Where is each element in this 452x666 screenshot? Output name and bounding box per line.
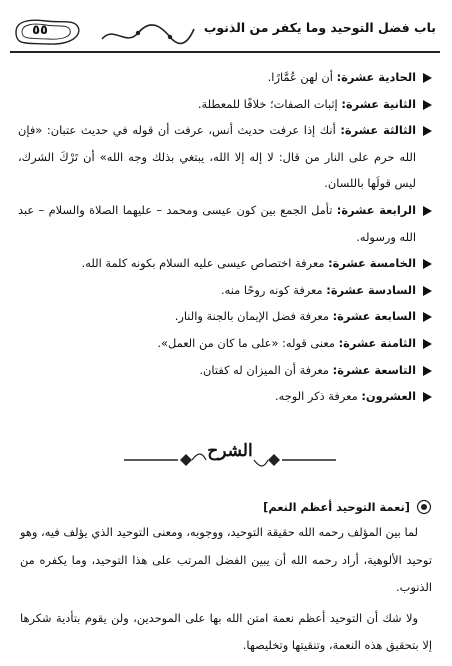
commentary-heading: الشرح xyxy=(207,441,253,461)
commentary-section xyxy=(20,495,432,660)
point-text: معرفة فضل الإيمان بالجنة والنار. xyxy=(174,309,329,324)
page-number: ٥٥ xyxy=(32,23,48,38)
point-label: الحادية عشرة: xyxy=(336,70,416,84)
bullet-icon xyxy=(423,100,432,110)
list-item xyxy=(18,64,432,91)
list-item xyxy=(18,383,432,410)
point-label: الثالثة عشرة: xyxy=(340,123,417,138)
flower-icon xyxy=(416,499,432,515)
paragraph: لما بين المؤلف رحمه الله حقيقة التوحيد، ووجوبه، ومعنى التوحيد الذي يؤلف فيه، وهو توحيد الألوهية، أراد رحمه الله أن يبين الفضل المرتب على هذا التوحيد، وما يكفره من الذنوب. xyxy=(20,525,432,594)
point-text: تأمل الجمع بين كون عيسى ومحمد – عليهما الصلاة والسلام – عبد الله ورسوله. xyxy=(18,202,416,244)
bullet-icon xyxy=(423,312,432,322)
bullet-icon xyxy=(423,286,432,296)
point-text: معرفة ذكر الوجه. xyxy=(274,389,358,404)
point-text: معرفة كونه روحًا منه. xyxy=(220,282,323,297)
points-list xyxy=(18,64,432,410)
bullet-icon xyxy=(423,126,432,136)
list-item xyxy=(18,117,432,197)
bullet-icon xyxy=(423,339,432,349)
paragraph: ولا شك أن التوحيد أعظم نعمة امتن الله بها على الموحدين، ولن يقوم بتأدية شكرها إلا بتحقيق هذه النعمة، وتنقيتها وتخليصها. xyxy=(20,610,432,652)
section-heading xyxy=(20,495,432,519)
point-label: الثامنة عشرة: xyxy=(338,335,416,350)
list-item xyxy=(18,330,432,357)
list-item xyxy=(18,303,432,330)
point-label: العشرون: xyxy=(361,389,416,404)
point-text: معرفة أن الميزان له كفتان. xyxy=(199,362,330,377)
point-text: معرفة اختصاص عيسى عليه السلام بكونه كلمة الله. xyxy=(81,256,325,271)
point-label: السادسة عشرة: xyxy=(326,282,416,297)
point-label: الرابعة عشرة: xyxy=(336,202,416,217)
header-ornament-icon xyxy=(100,21,196,47)
bullet-icon xyxy=(423,259,432,269)
bullet-icon xyxy=(423,73,432,83)
bullet-icon xyxy=(423,206,432,216)
point-label: الخامسة عشرة: xyxy=(328,256,416,271)
list-item xyxy=(18,357,432,384)
point-text: أنك إذا عرفت حديث أنس، عرفت أن قوله في حديث عتبان: «فإن الله حرم على النار من قال: لا إله إلا الله، يبتغي بذلك وجه الله» أن تَرْكَ الشرك، ليس قولَها باللسان. xyxy=(18,123,416,191)
point-label: السابعة عشرة: xyxy=(332,309,416,324)
point-text: أن لهن عُمَّارًا. xyxy=(267,70,333,84)
list-item xyxy=(18,250,432,277)
point-text: إثبات الصفات؛ خلافًا للمعطلة. xyxy=(197,96,338,111)
bullet-icon xyxy=(423,392,432,402)
chapter-title: باب فضل التوحيد وما يكفر من الذنوب xyxy=(203,20,436,35)
list-item xyxy=(18,197,432,250)
point-text: معنى قوله: «على ما كان من العمل». xyxy=(157,335,335,350)
section-heading-text: [نعمة التوحيد أعظم النعم] xyxy=(263,500,410,514)
point-label: الثانية عشرة: xyxy=(341,96,416,111)
list-item xyxy=(18,91,432,118)
page-header xyxy=(10,17,440,53)
point-label: التاسعة عشرة: xyxy=(332,362,416,377)
list-item xyxy=(18,277,432,304)
bullet-icon xyxy=(423,366,432,376)
